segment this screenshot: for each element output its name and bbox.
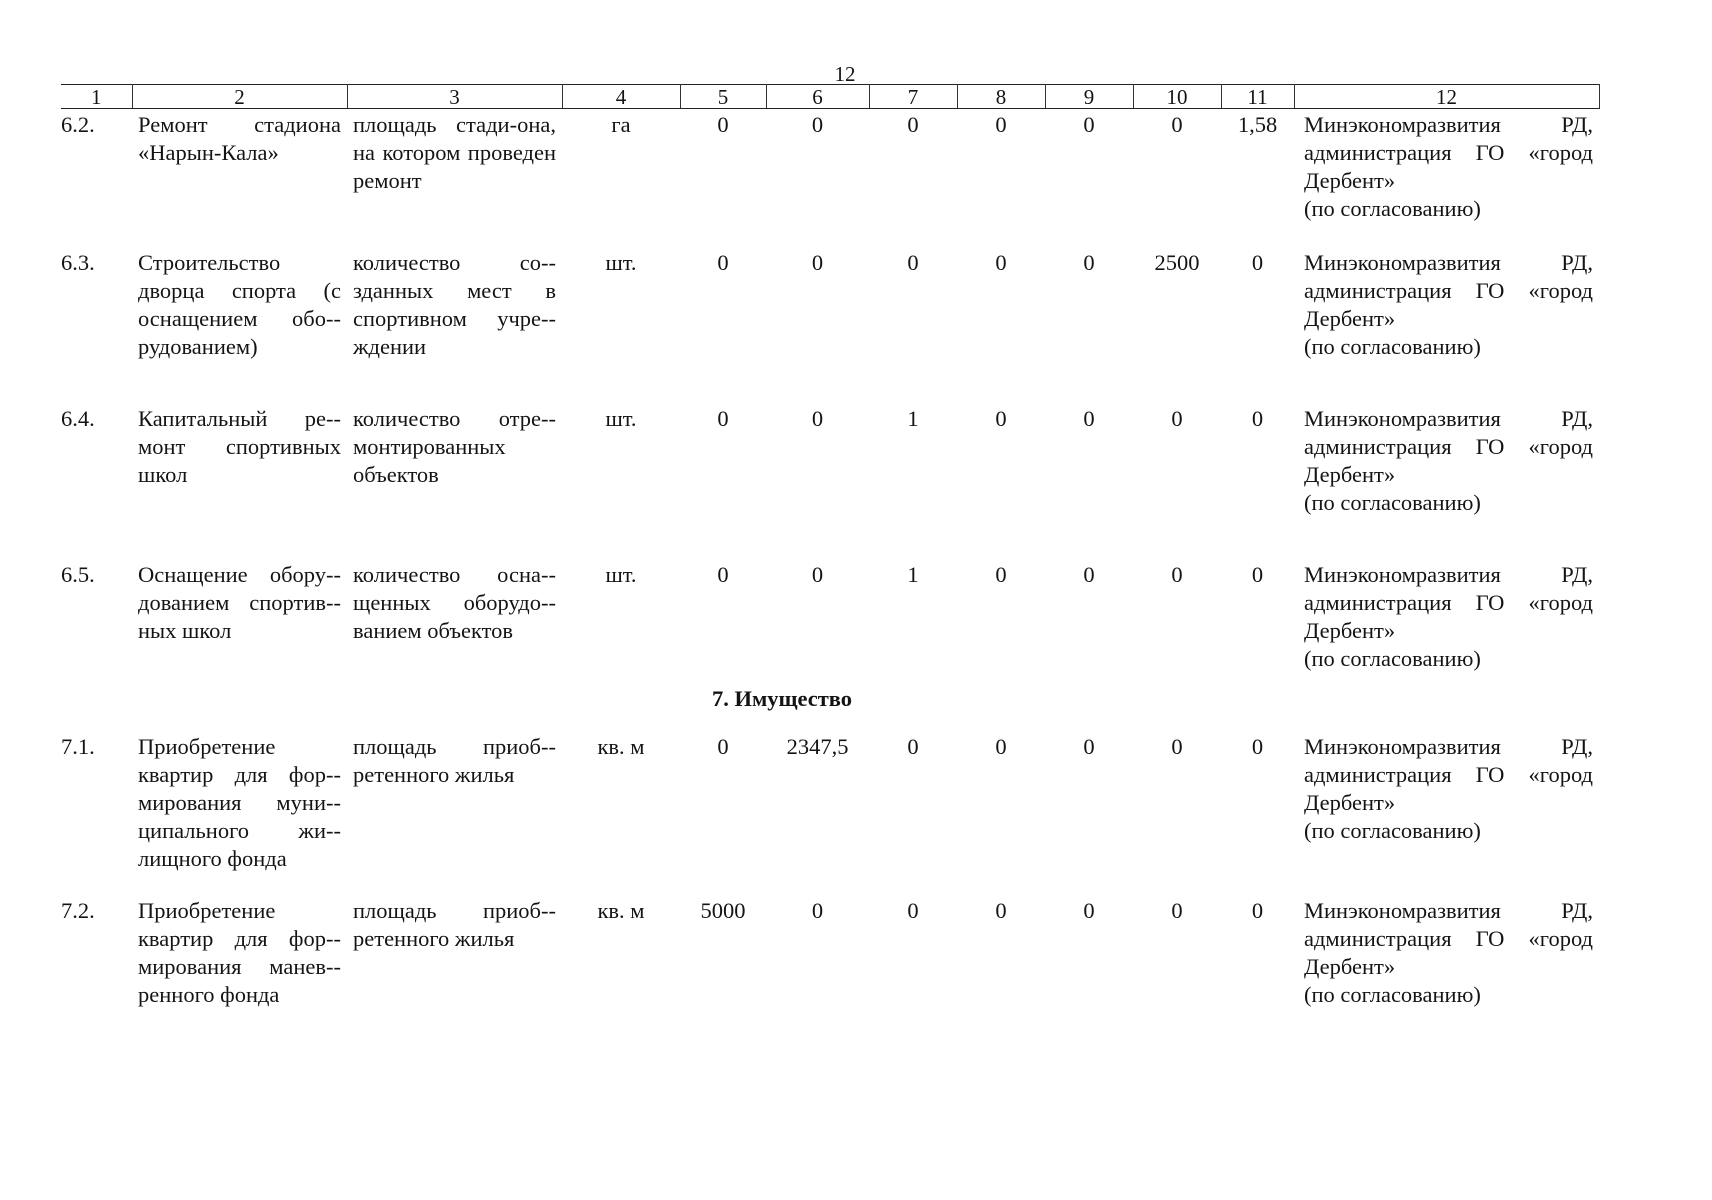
measure-name: Капитальный ре-монт спортивных школ (138, 405, 341, 487)
value-cell: 0 (811, 561, 824, 587)
unit: кв. м (597, 897, 645, 923)
indicator-name: площадь стади-она, на котором проведен ремонт (353, 112, 556, 193)
indicator-name: количество осна-щенных оборудо-ванием объектов (353, 561, 556, 643)
indicator-name: количество со-зданных мест в спортивном учре-ждении (353, 249, 556, 359)
column-header: 9 (1045, 85, 1133, 109)
measure-name: Приобретение квартир для фор-мирования манев-ренного фонда (138, 897, 341, 1007)
table-row (61, 109, 1599, 247)
responsible-cell (1294, 403, 1599, 559)
value-cell: 0 (1251, 405, 1264, 431)
responsible-note: (по согласованию) (1304, 196, 1481, 221)
value-cell: 5000 (700, 897, 746, 923)
responsible-text: Минэкономразвития РД, администрация ГО «город Дербент» (1304, 405, 1593, 487)
responsible-cell (1294, 895, 1599, 1015)
column-header: 7 (869, 85, 957, 109)
value-cell: 0 (907, 112, 919, 137)
indicators-table (61, 84, 1600, 1015)
row-number: 6.2. (61, 112, 95, 137)
value-cell: 0 (995, 405, 1007, 431)
value-cell: 0 (1083, 561, 1095, 587)
responsible-cell (1294, 109, 1599, 247)
value-cell: 1,58 (1237, 112, 1278, 137)
value-cell: 0 (995, 897, 1007, 923)
value-cell: 0 (995, 249, 1007, 275)
value-cell: 0 (1251, 733, 1264, 759)
value-cell: 0 (717, 249, 729, 275)
indicator-name: площадь приоб-ретенного жилья (353, 897, 556, 951)
table-row (61, 403, 1599, 559)
row-number: 6.5. (61, 561, 95, 587)
column-header: 11 (1221, 85, 1294, 109)
value-cell: 0 (717, 733, 729, 759)
value-cell: 0 (995, 733, 1007, 759)
table-row (61, 895, 1599, 1015)
responsible-text: Минэкономразвития РД, администрация ГО «город Дербент» (1304, 733, 1593, 815)
value-cell: 0 (717, 112, 729, 137)
responsible-note: (по согласованию) (1304, 489, 1481, 515)
value-cell: 0 (1171, 733, 1183, 759)
unit: шт. (605, 249, 637, 275)
value-cell: 0 (1171, 897, 1183, 923)
column-header: 8 (957, 85, 1045, 109)
value-cell: 0 (1083, 112, 1095, 137)
unit: кв. м (597, 733, 645, 759)
unit: шт. (605, 405, 637, 431)
column-header: 4 (562, 85, 680, 109)
responsible-cell (1294, 247, 1599, 403)
value-cell: 0 (1083, 405, 1095, 431)
column-header: 3 (347, 85, 562, 109)
responsible-note: (по согласованию) (1304, 645, 1481, 671)
column-header-row (61, 85, 1599, 109)
table-row (61, 559, 1599, 685)
section-title-cell (61, 685, 1599, 731)
measure-name: Оснащение обору-дованием спортив-ных школ (138, 561, 341, 643)
value-cell: 2347,5 (786, 733, 849, 759)
responsible-text: Минэкономразвития РД, администрация ГО «город Дербент» (1304, 897, 1593, 979)
section-title: 7. Имущество (711, 685, 853, 711)
row-number: 7.1. (61, 733, 95, 759)
value-cell: 0 (1251, 249, 1264, 275)
responsible-text: Минэкономразвития РД, администрация ГО «город Дербент» (1304, 249, 1593, 331)
column-header: 2 (132, 85, 347, 109)
row-number: 6.4. (61, 405, 95, 431)
value-cell: 1 (907, 561, 919, 587)
measure-name: Ремонт стадиона «Нарын-Кала» (138, 112, 341, 165)
value-cell: 0 (907, 249, 919, 275)
responsible-note: (по согласованию) (1304, 817, 1481, 843)
indicator-name: площадь приоб-ретенного жилья (353, 733, 556, 787)
column-header: 12 (1294, 85, 1599, 109)
value-cell: 0 (717, 405, 729, 431)
responsible-cell (1294, 559, 1599, 685)
value-cell: 0 (907, 897, 919, 923)
unit: шт. (605, 561, 637, 587)
value-cell: 0 (1251, 561, 1264, 587)
value-cell: 0 (811, 405, 824, 431)
table-row (61, 731, 1599, 895)
column-header: 10 (1133, 85, 1221, 109)
indicator-name: количество отре-монтированных объектов (353, 405, 556, 487)
section-row (61, 685, 1599, 731)
value-cell: 0 (907, 733, 919, 759)
column-header: 6 (766, 85, 869, 109)
unit: га (611, 112, 631, 137)
table-row (61, 247, 1599, 403)
value-cell: 2500 (1154, 249, 1200, 275)
value-cell: 0 (1083, 733, 1095, 759)
value-cell: 0 (1171, 561, 1183, 587)
responsible-note: (по согласованию) (1304, 333, 1481, 359)
value-cell: 0 (811, 897, 824, 923)
value-cell: 0 (995, 112, 1007, 137)
measure-name: Строительство дворца спорта (с оснащением обо-рудованием) (138, 249, 341, 359)
responsible-cell (1294, 731, 1599, 895)
responsible-text: Минэкономразвития РД, администрация ГО «город Дербент» (1304, 112, 1593, 193)
value-cell: 0 (1171, 112, 1183, 137)
value-cell: 0 (995, 561, 1007, 587)
column-header: 1 (61, 85, 132, 109)
value-cell: 0 (1083, 897, 1095, 923)
measure-name: Приобретение квартир для фор-мирования муни-ципального жи-лищного фонда (138, 733, 341, 871)
value-cell: 0 (811, 249, 824, 275)
row-number: 6.3. (61, 249, 95, 275)
responsible-note: (по согласованию) (1304, 981, 1481, 1007)
value-cell: 1 (907, 405, 919, 431)
value-cell: 0 (1171, 405, 1183, 431)
value-cell: 0 (717, 561, 729, 587)
value-cell: 0 (811, 112, 824, 137)
value-cell: 0 (1251, 897, 1264, 923)
value-cell: 0 (1083, 249, 1095, 275)
row-number: 7.2. (61, 897, 95, 923)
page-number: 12 (834, 62, 856, 86)
responsible-text: Минэкономразвития РД, администрация ГО «город Дербент» (1304, 561, 1593, 643)
column-header: 5 (680, 85, 766, 109)
